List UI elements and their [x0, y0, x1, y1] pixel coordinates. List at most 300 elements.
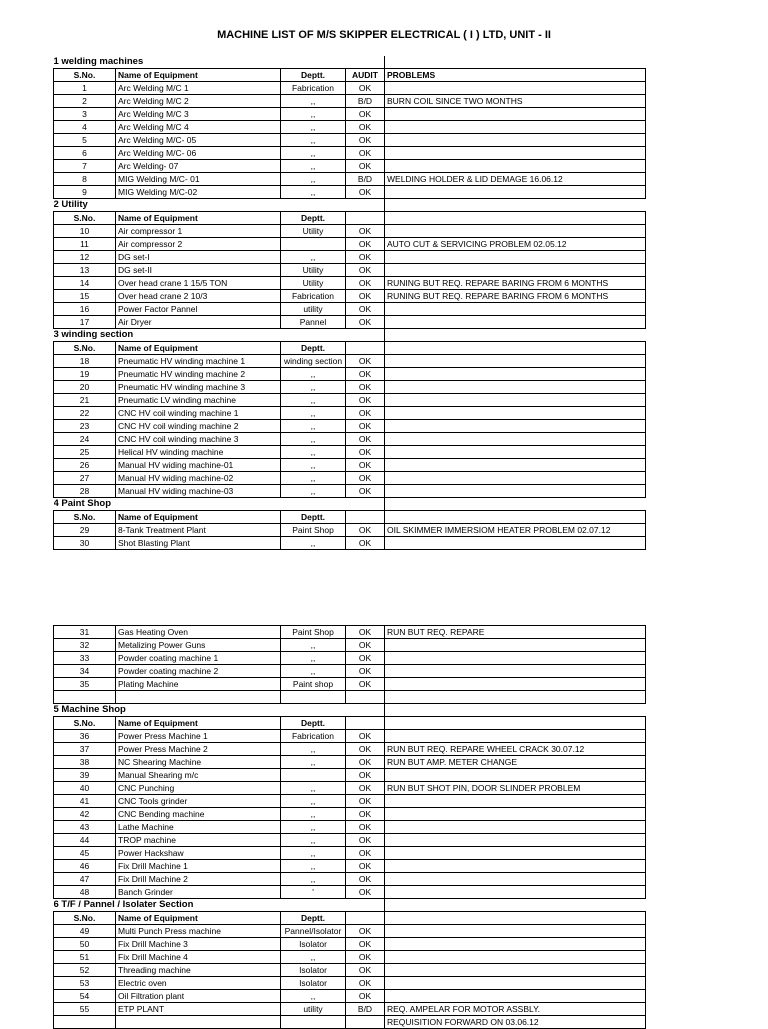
- cell-audit: OK: [346, 472, 385, 485]
- cell-dept: Pannel: [281, 316, 346, 329]
- cell-sno: 48: [54, 886, 116, 899]
- cell-dept: ,,: [281, 795, 346, 808]
- cell-sno: 50: [54, 938, 116, 951]
- table-row: [54, 433, 646, 446]
- cell-sno: 9: [54, 186, 116, 199]
- cell-problems: BURN COIL SINCE TWO MONTHS: [385, 95, 646, 108]
- cell-audit: OK: [346, 303, 385, 316]
- cell-audit: OK: [346, 290, 385, 303]
- cell-sno: 37: [54, 743, 116, 756]
- cell-sno: 23: [54, 420, 116, 433]
- cell-audit: B/D: [346, 173, 385, 186]
- cell-audit: OK: [346, 886, 385, 899]
- cell-audit: OK: [346, 951, 385, 964]
- cell-problems: [385, 665, 646, 678]
- cell-equipment: DG set-I: [116, 251, 281, 264]
- cell-sno: 18: [54, 355, 116, 368]
- cell-problems: [385, 147, 646, 160]
- table-row: [54, 665, 646, 678]
- cell-audit: [346, 691, 385, 704]
- section-spacer: [385, 899, 646, 912]
- cell-equipment: CNC Bending machine: [116, 808, 281, 821]
- cell-problems: [385, 834, 646, 847]
- section-heading: [54, 498, 646, 511]
- cell-equipment: Oil Filtration plant: [116, 990, 281, 1003]
- cell-audit: OK: [346, 147, 385, 160]
- table-row: [54, 459, 646, 472]
- section-title: 5 Machine Shop: [53, 704, 126, 715]
- cell-problems: [385, 847, 646, 860]
- cell-sno: S.No.: [54, 511, 116, 524]
- table-row: [54, 743, 646, 756]
- table-row: [54, 626, 646, 639]
- cell-dept: ,,: [281, 108, 346, 121]
- table-row: [54, 1016, 646, 1029]
- cell-equipment: Manual HV widing machine-03: [116, 485, 281, 498]
- cell-sno: 55: [54, 1003, 116, 1016]
- cell-audit: OK: [346, 420, 385, 433]
- cell-problems: WELDING HOLDER & LID DEMAGE 16.06.12: [385, 173, 646, 186]
- cell-sno: 51: [54, 951, 116, 964]
- table-row: [54, 108, 646, 121]
- table-row: [54, 821, 646, 834]
- cell-sno: S.No.: [54, 212, 116, 225]
- cell-sno: 5: [54, 134, 116, 147]
- table-row: [54, 769, 646, 782]
- cell-audit: B/D: [346, 95, 385, 108]
- cell-sno: 38: [54, 756, 116, 769]
- cell-sno: S.No.: [54, 717, 116, 730]
- cell-sno: 6: [54, 147, 116, 160]
- table-row: [54, 795, 646, 808]
- cell-problems: [385, 795, 646, 808]
- cell-dept: ,,: [281, 834, 346, 847]
- table-row: [54, 121, 646, 134]
- cell-dept: ,,: [281, 381, 346, 394]
- cell-sno: 46: [54, 860, 116, 873]
- cell-sno: 28: [54, 485, 116, 498]
- cell-equipment: CNC HV coil winding machine 1: [116, 407, 281, 420]
- cell-equipment: Power Press Machine 2: [116, 743, 281, 756]
- cell-audit: OK: [346, 121, 385, 134]
- table-row: [54, 368, 646, 381]
- cell-problems: RUNING BUT REQ. REPARE BARING FROM 6 MONTHS: [385, 290, 646, 303]
- cell-problems: [385, 977, 646, 990]
- cell-equipment: CNC HV coil winding machine 2: [116, 420, 281, 433]
- cell-equipment: Gas Heating Oven: [116, 626, 281, 639]
- cell-audit: OK: [346, 730, 385, 743]
- cell-equipment: Plating Machine: [116, 678, 281, 691]
- cell-sno: 53: [54, 977, 116, 990]
- cell-problems: [385, 511, 646, 524]
- cell-audit: OK: [346, 186, 385, 199]
- cell-dept: [281, 238, 346, 251]
- table-header-row: [54, 717, 646, 730]
- cell-dept: Paint Shop: [281, 626, 346, 639]
- cell-audit: OK: [346, 108, 385, 121]
- cell-dept: ,,: [281, 743, 346, 756]
- cell-dept: winding section: [281, 355, 346, 368]
- cell-sno: 42: [54, 808, 116, 821]
- section-spacer: [385, 56, 646, 69]
- cell-problems: [385, 394, 646, 407]
- cell-equipment: Over head crane 2 10/3: [116, 290, 281, 303]
- cell-sno: 4: [54, 121, 116, 134]
- cell-problems: [385, 652, 646, 665]
- cell-audit: [346, 717, 385, 730]
- cell-problems: [385, 912, 646, 925]
- cell-problems: OIL SKIMMER IMMERSIOM HEATER PROBLEM 02.07.12: [385, 524, 646, 537]
- cell-equipment: Name of Equipment: [116, 912, 281, 925]
- cell-equipment: [116, 1016, 281, 1029]
- cell-problems: [385, 717, 646, 730]
- cell-audit: OK: [346, 834, 385, 847]
- cell-equipment: 8-Tank Treatment Plant: [116, 524, 281, 537]
- cell-problems: [385, 420, 646, 433]
- table-row: [54, 472, 646, 485]
- cell-problems: [385, 691, 646, 704]
- cell-problems: [385, 821, 646, 834]
- cell-audit: OK: [346, 665, 385, 678]
- cell-sno: 11: [54, 238, 116, 251]
- cell-problems: [385, 108, 646, 121]
- machine-table-part-2: [53, 625, 646, 1029]
- table-row: [54, 847, 646, 860]
- cell-dept: Deptt.: [281, 342, 346, 355]
- cell-equipment: Powder coating machine 2: [116, 665, 281, 678]
- cell-audit: OK: [346, 225, 385, 238]
- table-header-row: [54, 342, 646, 355]
- cell-equipment: Fix Drill Machine 1: [116, 860, 281, 873]
- cell-sno: 10: [54, 225, 116, 238]
- cell-sno: 39: [54, 769, 116, 782]
- section-spacer: [385, 329, 646, 342]
- cell-equipment: Arc Welding M/C- 05: [116, 134, 281, 147]
- cell-problems: [385, 639, 646, 652]
- table-row: [54, 381, 646, 394]
- cell-problems: [385, 316, 646, 329]
- table-row: [54, 303, 646, 316]
- cell-equipment: Name of Equipment: [116, 69, 281, 82]
- cell-audit: OK: [346, 652, 385, 665]
- cell-sno: 21: [54, 394, 116, 407]
- cell-sno: 45: [54, 847, 116, 860]
- cell-dept: ,,: [281, 160, 346, 173]
- cell-dept: Fabrication: [281, 290, 346, 303]
- cell-dept: ,,: [281, 121, 346, 134]
- cell-problems: [385, 964, 646, 977]
- cell-audit: [346, 212, 385, 225]
- cell-dept: ,,: [281, 251, 346, 264]
- table-row: [54, 639, 646, 652]
- section-title: 6 T/F / Pannel / Isolater Section: [53, 899, 194, 910]
- cell-dept: ,,: [281, 821, 346, 834]
- section-heading: [54, 329, 646, 342]
- table-row: [54, 316, 646, 329]
- cell-audit: OK: [346, 316, 385, 329]
- table-row: [54, 420, 646, 433]
- cell-dept: Paint Shop: [281, 524, 346, 537]
- section-heading: [54, 899, 646, 912]
- cell-problems: RUN BUT REQ. REPARE WHEEL CRACK 30.07.12: [385, 743, 646, 756]
- cell-dept: Utility: [281, 225, 346, 238]
- table-row: [54, 251, 646, 264]
- cell-audit: OK: [346, 82, 385, 95]
- cell-problems: [385, 342, 646, 355]
- cell-dept: ,,: [281, 368, 346, 381]
- table-row: [54, 756, 646, 769]
- cell-audit: OK: [346, 782, 385, 795]
- cell-equipment: Manual HV widing machine-02: [116, 472, 281, 485]
- cell-equipment: Shot Blasting Plant: [116, 537, 281, 550]
- table-row: [54, 238, 646, 251]
- cell-sno: 52: [54, 964, 116, 977]
- cell-equipment: Power Hackshaw: [116, 847, 281, 860]
- table-row: [54, 264, 646, 277]
- cell-audit: OK: [346, 524, 385, 537]
- cell-audit: [346, 1016, 385, 1029]
- cell-problems: [385, 225, 646, 238]
- cell-dept: ,,: [281, 873, 346, 886]
- cell-audit: OK: [346, 433, 385, 446]
- cell-equipment: Name of Equipment: [116, 511, 281, 524]
- cell-audit: OK: [346, 678, 385, 691]
- cell-sno: 16: [54, 303, 116, 316]
- cell-problems: [385, 873, 646, 886]
- cell-audit: OK: [346, 485, 385, 498]
- table-row: [54, 225, 646, 238]
- cell-dept: Fabrication: [281, 730, 346, 743]
- cell-dept: Isolator: [281, 938, 346, 951]
- cell-problems: [385, 537, 646, 550]
- table-row: [54, 938, 646, 951]
- cell-problems: REQUISITION FORWARD ON 03.06.12: [385, 1016, 646, 1029]
- cell-sno: 12: [54, 251, 116, 264]
- table-row: [54, 524, 646, 537]
- cell-sno: 14: [54, 277, 116, 290]
- cell-dept: ,,: [281, 485, 346, 498]
- cell-dept: ,,: [281, 847, 346, 860]
- table-row: [54, 678, 646, 691]
- cell-equipment: Lathe Machine: [116, 821, 281, 834]
- cell-equipment: Electric oven: [116, 977, 281, 990]
- cell-dept: ,,: [281, 134, 346, 147]
- cell-problems: RUN BUT AMP. METER CHANGE: [385, 756, 646, 769]
- table-row: [54, 964, 646, 977]
- cell-sno: 27: [54, 472, 116, 485]
- cell-dept: ,,: [281, 420, 346, 433]
- table-header-row: [54, 912, 646, 925]
- cell-sno: 47: [54, 873, 116, 886]
- section-spacer: [385, 704, 646, 717]
- cell-dept: [281, 769, 346, 782]
- cell-dept: Pannel/Isolator: [281, 925, 346, 938]
- cell-audit: OK: [346, 795, 385, 808]
- cell-problems: [385, 730, 646, 743]
- cell-audit: OK: [346, 808, 385, 821]
- cell-dept: ,,: [281, 990, 346, 1003]
- cell-dept: ,,: [281, 186, 346, 199]
- cell-problems: [385, 951, 646, 964]
- table-row: [54, 834, 646, 847]
- table-row: [54, 186, 646, 199]
- cell-problems: [385, 485, 646, 498]
- cell-dept: ,,: [281, 639, 346, 652]
- table-row: [54, 977, 646, 990]
- cell-sno: S.No.: [54, 342, 116, 355]
- table-row: [54, 407, 646, 420]
- cell-dept: Paint shop: [281, 678, 346, 691]
- cell-problems: [385, 990, 646, 1003]
- cell-equipment: Fix Drill Machine 2: [116, 873, 281, 886]
- cell-dept: Deptt.: [281, 511, 346, 524]
- table-row: [54, 485, 646, 498]
- section-heading: [54, 199, 646, 212]
- cell-sno: 44: [54, 834, 116, 847]
- cell-equipment: Fix Drill Machine 4: [116, 951, 281, 964]
- table-row: [54, 951, 646, 964]
- cell-equipment: Pneumatic HV winding machine 1: [116, 355, 281, 368]
- cell-dept: [281, 1016, 346, 1029]
- cell-equipment: Power Factor Pannel: [116, 303, 281, 316]
- cell-equipment: Manual HV widing machine-01: [116, 459, 281, 472]
- cell-sno: 24: [54, 433, 116, 446]
- cell-equipment: Air Dryer: [116, 316, 281, 329]
- cell-audit: OK: [346, 446, 385, 459]
- cell-problems: [385, 446, 646, 459]
- cell-equipment: Arc Welding M/C 3: [116, 108, 281, 121]
- cell-dept: Isolator: [281, 977, 346, 990]
- cell-equipment: Air compressor 1: [116, 225, 281, 238]
- cell-dept: ,,: [281, 95, 346, 108]
- cell-sno: 17: [54, 316, 116, 329]
- table-row: [54, 277, 646, 290]
- table-row: [54, 95, 646, 108]
- cell-problems: [385, 355, 646, 368]
- cell-audit: OK: [346, 938, 385, 951]
- cell-dept: ,,: [281, 782, 346, 795]
- cell-audit: OK: [346, 264, 385, 277]
- cell-audit: AUDIT: [346, 69, 385, 82]
- cell-equipment: Powder coating machine 1: [116, 652, 281, 665]
- cell-equipment: ETP PLANT: [116, 1003, 281, 1016]
- cell-dept: ,,: [281, 665, 346, 678]
- cell-sno: 25: [54, 446, 116, 459]
- cell-equipment: DG set-II: [116, 264, 281, 277]
- cell-dept: ,,: [281, 433, 346, 446]
- cell-problems: REQ. AMPELAR FOR MOTOR ASSBLY.: [385, 1003, 646, 1016]
- table-row: [54, 1003, 646, 1016]
- cell-problems: [385, 769, 646, 782]
- cell-problems: [385, 82, 646, 95]
- cell-sno: 36: [54, 730, 116, 743]
- cell-dept: utility: [281, 303, 346, 316]
- cell-sno: [54, 691, 116, 704]
- cell-problems: [385, 381, 646, 394]
- cell-equipment: Name of Equipment: [116, 212, 281, 225]
- cell-audit: OK: [346, 964, 385, 977]
- cell-sno: 3: [54, 108, 116, 121]
- cell-sno: 32: [54, 639, 116, 652]
- cell-sno: 7: [54, 160, 116, 173]
- cell-audit: OK: [346, 977, 385, 990]
- section-spacer: [385, 498, 646, 511]
- cell-dept: ': [281, 886, 346, 899]
- table-row: [54, 147, 646, 160]
- cell-sno: 29: [54, 524, 116, 537]
- cell-problems: [385, 808, 646, 821]
- cell-dept: ,,: [281, 147, 346, 160]
- cell-sno: 13: [54, 264, 116, 277]
- cell-equipment: [116, 691, 281, 704]
- cell-sno: 1: [54, 82, 116, 95]
- cell-equipment: MIG Welding M/C- 01: [116, 173, 281, 186]
- table-row: [54, 925, 646, 938]
- cell-audit: OK: [346, 368, 385, 381]
- page-title: MACHINE LIST OF M/S SKIPPER ELECTRICAL ( I ) LTD, UNIT - II: [217, 29, 551, 41]
- table-row: [54, 290, 646, 303]
- table-row: [54, 446, 646, 459]
- cell-dept: utility: [281, 1003, 346, 1016]
- cell-sno: 22: [54, 407, 116, 420]
- cell-problems: [385, 186, 646, 199]
- cell-equipment: Arc Welding M/C 2: [116, 95, 281, 108]
- cell-audit: OK: [346, 860, 385, 873]
- cell-dept: ,,: [281, 537, 346, 550]
- cell-dept: Deptt.: [281, 717, 346, 730]
- table-row: [54, 730, 646, 743]
- cell-sno: 26: [54, 459, 116, 472]
- cell-dept: Isolator: [281, 964, 346, 977]
- cell-equipment: CNC HV coil winding machine 3: [116, 433, 281, 446]
- cell-problems: [385, 472, 646, 485]
- cell-equipment: Over head crane 1 15/5 TON: [116, 277, 281, 290]
- cell-sno: S.No.: [54, 69, 116, 82]
- cell-dept: ,,: [281, 459, 346, 472]
- cell-audit: OK: [346, 355, 385, 368]
- cell-dept: ,,: [281, 756, 346, 769]
- cell-equipment: MIG Welding M/C-02: [116, 186, 281, 199]
- table-row: [54, 134, 646, 147]
- cell-equipment: Arc Welding M/C 4: [116, 121, 281, 134]
- cell-sno: 40: [54, 782, 116, 795]
- cell-equipment: Pneumatic HV winding machine 2: [116, 368, 281, 381]
- cell-equipment: CNC Punching: [116, 782, 281, 795]
- cell-equipment: NC Shearing Machine: [116, 756, 281, 769]
- cell-sno: 30: [54, 537, 116, 550]
- table-row: [54, 173, 646, 186]
- cell-problems: [385, 264, 646, 277]
- cell-problems: [385, 459, 646, 472]
- cell-audit: [346, 912, 385, 925]
- cell-dept: ,,: [281, 472, 346, 485]
- table-row: [54, 355, 646, 368]
- cell-audit: OK: [346, 990, 385, 1003]
- cell-audit: OK: [346, 407, 385, 420]
- cell-audit: B/D: [346, 1003, 385, 1016]
- cell-audit: OK: [346, 847, 385, 860]
- section-title: 3 winding section: [53, 329, 134, 340]
- cell-dept: [281, 691, 346, 704]
- cell-problems: [385, 860, 646, 873]
- section-title: 1 welding machines: [53, 56, 144, 67]
- table-row: [54, 652, 646, 665]
- cell-equipment: Metalizing Power Guns: [116, 639, 281, 652]
- cell-sno: 19: [54, 368, 116, 381]
- cell-dept: ,,: [281, 407, 346, 420]
- section-title: 2 Utility: [53, 199, 88, 210]
- section-title: 4 Paint Shop: [53, 498, 112, 509]
